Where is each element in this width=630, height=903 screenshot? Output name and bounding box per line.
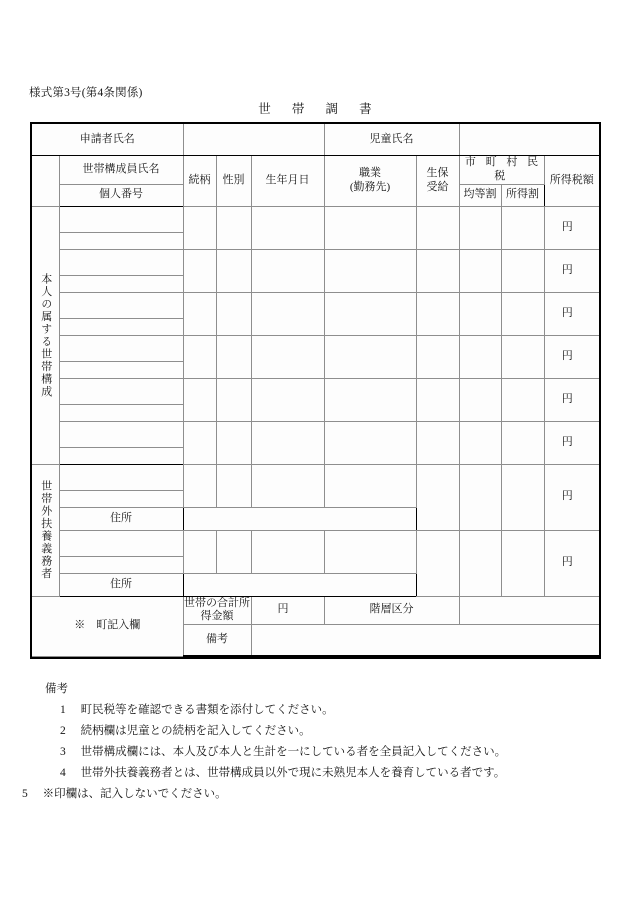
cell-per-capita[interactable]: [459, 206, 501, 249]
cell-gender[interactable]: [216, 464, 251, 507]
household-row: [31, 249, 600, 275]
page-title-text: 世 帯 調 書: [258, 102, 381, 116]
cell-occupation[interactable]: [324, 464, 416, 507]
cell-relation[interactable]: [183, 464, 216, 507]
cell-income-levy[interactable]: [501, 378, 544, 421]
note-text: 世帯外扶養義務者とは、世帯構成員以外で現に未熟児本人を養育している者です。: [80, 767, 506, 779]
tier-value[interactable]: [459, 596, 600, 625]
table-header-row-1: [31, 156, 600, 185]
cell-relation[interactable]: [183, 292, 216, 335]
cell-income-tax[interactable]: 円: [544, 249, 600, 292]
cell-income-levy[interactable]: [501, 206, 544, 249]
child-name-label: 児童氏名: [324, 123, 459, 156]
cell-per-capita[interactable]: [459, 530, 501, 596]
cell-welfare[interactable]: [416, 292, 459, 335]
household-row: [31, 335, 600, 361]
household-row: [31, 292, 600, 318]
note-item: [22, 789, 227, 801]
cell-per-capita[interactable]: [459, 249, 501, 292]
cell-income-tax[interactable]: 円: [544, 335, 600, 378]
cell-income-levy[interactable]: [501, 464, 544, 530]
cell-birthdate[interactable]: [251, 421, 324, 464]
cell-occupation[interactable]: [324, 378, 416, 421]
cell-personal-number[interactable]: [59, 275, 183, 292]
cell-welfare[interactable]: [416, 378, 459, 421]
total-income-value[interactable]: 円: [251, 596, 324, 625]
cell-per-capita[interactable]: [459, 421, 501, 464]
header-municipal-tax: [459, 156, 544, 185]
header-welfare: [416, 156, 459, 207]
cell-personal-number[interactable]: [59, 556, 183, 573]
cell-income-levy[interactable]: [501, 335, 544, 378]
cell-personal-number[interactable]: [59, 361, 183, 378]
cell-birthdate[interactable]: [251, 206, 324, 249]
cell-relation[interactable]: [183, 378, 216, 421]
cell-occupation[interactable]: [324, 530, 416, 573]
child-name-value[interactable]: [459, 123, 600, 156]
header-birthdate: 生年月日: [251, 156, 324, 207]
cell-member-name[interactable]: [59, 421, 183, 447]
cell-gender[interactable]: [216, 335, 251, 378]
address-label: 住所: [59, 507, 183, 530]
cell-welfare[interactable]: [416, 421, 459, 464]
cell-income-tax[interactable]: 円: [544, 464, 600, 530]
household-section-label: [31, 206, 59, 464]
header-member-name: 世帯構成員氏名: [59, 156, 183, 185]
cell-birthdate[interactable]: [251, 249, 324, 292]
cell-income-tax[interactable]: 円: [544, 292, 600, 335]
cell-welfare[interactable]: [416, 335, 459, 378]
note-text: 世帯構成欄には、本人及び本人と生計を一にしている者を全員記入してください。: [80, 746, 507, 758]
cell-welfare[interactable]: [416, 206, 459, 249]
cell-member-name[interactable]: [59, 464, 183, 490]
cell-birthdate[interactable]: [251, 335, 324, 378]
cell-personal-number[interactable]: [59, 404, 183, 421]
cell-gender[interactable]: [216, 249, 251, 292]
cell-per-capita[interactable]: [459, 292, 501, 335]
note-text: 町民税等を確認できる書類を添付してください。: [80, 704, 334, 716]
note-number: 1: [60, 704, 66, 716]
cell-birthdate[interactable]: [251, 530, 324, 573]
header-occupation-line1: 職業: [359, 167, 382, 179]
cell-gender[interactable]: [216, 378, 251, 421]
cell-occupation[interactable]: [324, 335, 416, 378]
header-personal-number: 個人番号: [59, 184, 183, 206]
cell-per-capita[interactable]: [459, 335, 501, 378]
note-item: [60, 768, 505, 780]
cell-relation[interactable]: [183, 249, 216, 292]
note-item: [60, 747, 506, 759]
note-text: 続柄欄は児童との続柄を記入してください。: [80, 725, 311, 737]
cell-birthdate[interactable]: [251, 464, 324, 507]
household-survey-table: [30, 122, 599, 659]
cell-member-name[interactable]: [59, 249, 183, 275]
office-bottom-edge: [31, 656, 600, 658]
cell-occupation[interactable]: [324, 292, 416, 335]
note-item: [60, 705, 334, 717]
cell-gender[interactable]: [216, 421, 251, 464]
cell-income-levy[interactable]: [501, 530, 544, 596]
header-welfare-line1: 生保: [426, 167, 449, 179]
household-row: [31, 206, 600, 232]
note-number: 4: [60, 767, 66, 779]
note-number: 2: [60, 725, 66, 737]
office-use-label: ※ 町記入欄: [31, 596, 183, 656]
note-number: 3: [60, 746, 66, 758]
note-text: ※印欄は、記入しないでください。: [42, 788, 227, 800]
header-spacer: [31, 156, 59, 207]
cell-per-capita[interactable]: [459, 378, 501, 421]
cell-personal-number[interactable]: [59, 447, 183, 464]
household-row: [31, 421, 600, 447]
form-number: 様式第3号(第4条関係): [29, 87, 143, 99]
header-income-tax: 所得税額: [544, 156, 600, 207]
cell-occupation[interactable]: [324, 249, 416, 292]
cell-member-name[interactable]: [59, 206, 183, 232]
note-number: 5: [22, 788, 28, 800]
header-municipal-tax-text: 市 町 村 民 税: [464, 156, 542, 182]
dependent-row: [31, 464, 600, 490]
cell-gender[interactable]: [216, 206, 251, 249]
cell-birthdate[interactable]: [251, 292, 324, 335]
applicant-name-value[interactable]: [183, 123, 324, 156]
cell-income-levy[interactable]: [501, 421, 544, 464]
cell-personal-number[interactable]: [59, 318, 183, 335]
cell-relation[interactable]: [183, 530, 216, 573]
cell-personal-number[interactable]: [59, 232, 183, 249]
dependent-row: [31, 530, 600, 556]
cell-welfare[interactable]: [416, 249, 459, 292]
address-label: 住所: [59, 573, 183, 596]
cell-income-levy[interactable]: [501, 249, 544, 292]
cell-birthdate[interactable]: [251, 378, 324, 421]
notes-heading: 備考: [45, 683, 68, 695]
dependent-section-label-text: 世帯外扶養義務者: [39, 480, 52, 580]
cell-personal-number[interactable]: [59, 490, 183, 507]
header-per-capita: 均等割: [459, 184, 501, 206]
office-bottom-left: [31, 656, 183, 658]
applicant-name-label: 申請者氏名: [31, 123, 183, 156]
form-table: [30, 122, 601, 659]
dependent-section-label: [31, 464, 59, 596]
page-title: [0, 99, 630, 117]
remarks-label: 備考: [183, 625, 251, 657]
cell-welfare[interactable]: [416, 464, 459, 530]
cell-gender[interactable]: [216, 530, 251, 573]
total-income-label: 世帯の合計所得金額: [183, 596, 251, 625]
address-value[interactable]: [183, 507, 416, 530]
household-row: [31, 378, 600, 404]
cell-relation[interactable]: [183, 335, 216, 378]
cell-income-levy[interactable]: [501, 292, 544, 335]
header-relation: 続柄: [183, 156, 216, 207]
cell-income-tax[interactable]: 円: [544, 421, 600, 464]
header-gender: 性別: [216, 156, 251, 207]
office-total-income-row: [31, 596, 600, 625]
header-income-levy: 所得割: [501, 184, 544, 206]
applicant-row: [31, 123, 600, 156]
remarks-value[interactable]: [251, 625, 600, 657]
header-occupation: [324, 156, 416, 207]
cell-member-name[interactable]: [59, 530, 183, 556]
cell-member-name[interactable]: [59, 378, 183, 404]
office-bottom-right: [183, 656, 600, 658]
cell-member-name[interactable]: [59, 292, 183, 318]
cell-occupation[interactable]: [324, 421, 416, 464]
cell-occupation[interactable]: [324, 206, 416, 249]
cell-income-tax[interactable]: 円: [544, 206, 600, 249]
cell-member-name[interactable]: [59, 335, 183, 361]
note-item: [60, 726, 311, 738]
cell-relation[interactable]: [183, 206, 216, 249]
cell-income-tax[interactable]: 円: [544, 378, 600, 421]
address-value[interactable]: [183, 573, 416, 596]
cell-gender[interactable]: [216, 292, 251, 335]
cell-welfare[interactable]: [416, 530, 459, 596]
tier-label: 階層区分: [324, 596, 459, 625]
header-occupation-line2: (勤務先): [349, 180, 391, 193]
header-welfare-line2: 受給: [426, 180, 449, 193]
cell-relation[interactable]: [183, 421, 216, 464]
household-section-label-text: 本人の属する世帯構成: [39, 272, 52, 398]
cell-income-tax[interactable]: 円: [544, 530, 600, 596]
cell-per-capita[interactable]: [459, 464, 501, 530]
